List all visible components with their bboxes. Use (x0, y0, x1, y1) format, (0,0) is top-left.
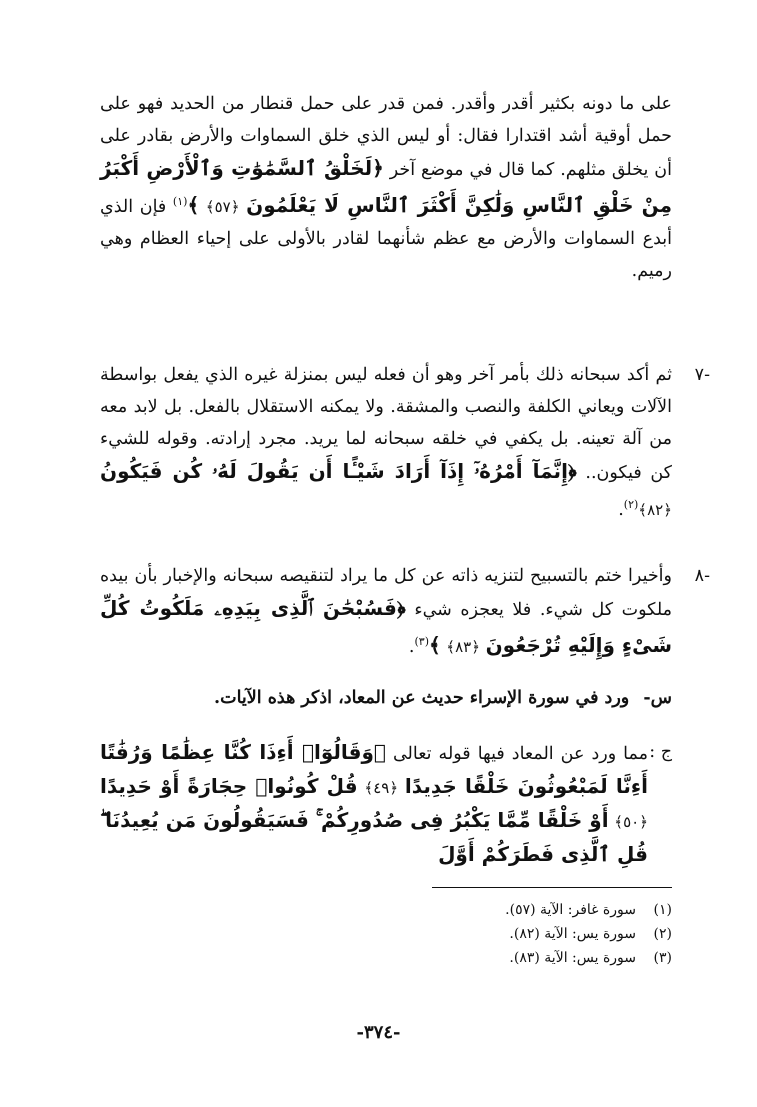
footnote-1 (272, 898, 672, 922)
item-8-text: وأخيرا ختم بالتسبيح لتنزيه ذاته عن كل ما يراد لتنقيصه سبحانه والإخبار بأن بيده ملكوت كل شيء. فلا يعجزه شيء (100, 566, 672, 620)
intro-text-2: فإن الذي أبدع السماوات والأرض مع عظم شأنهما لقادر بالأولى على إحياء العظام وهي رميم. (100, 196, 672, 281)
item-7-end: . (618, 499, 624, 520)
footnote-3-number: (٣) (653, 950, 672, 966)
ayah-number-82: ﴿٨٢﴾ (638, 500, 672, 519)
quran-verse-isra-49: ﴿وَقَالُوٓا۟ أَءِذَا كُنَّا عِظَٰمًا وَرُفَٰتًا أَءِنَّا لَمَبْعُوثُونَ خَلْقًا جَدِيدًا (100, 740, 648, 798)
quran-verse-yasin-82: ﴿إِنَّمَآ أَمْرُهُۥٓ إِذَآ أَرَادَ شَيْـًٔا أَن يَقُولَ لَهُۥ كُن فَيَكُونُ (100, 459, 577, 483)
footnote-2-text: سورة يس: الآية (٨٢). (509, 926, 636, 942)
footnotes (272, 898, 672, 970)
quran-verse-isra-51: أَوْ خَلْقًا مِّمَّا يَكْبُرُ فِى صُدُورِكُمْ ۚ فَسَيَقُولُونَ مَن يُعِيدُنَا ۖ قُلِ ٱلَّذِى فَطَرَكُمْ أَوَّلَ (100, 808, 648, 866)
footnote-ref-1: (١) (172, 195, 188, 208)
item-7 (100, 359, 710, 526)
answer-text: مما ورد عن المعاد فيها قوله تعالى (392, 744, 649, 764)
quran-verse-ghafir-57: ﴿لَخَلْقُ ٱلسَّمَٰوَٰتِ وَٱلْأَرْضِ أَكْبَرُ مِنْ خَلْقِ ٱلنَّاسِ وَلَٰكِنَّ أَكْثَرَ ٱلنَّاسِ لَا يَعْلَمُونَ (100, 156, 672, 217)
footnote-2-number: (٢) (653, 926, 672, 942)
footnote-ref-3: (٣) (414, 635, 429, 648)
footnote-divider (432, 887, 672, 888)
item-7-text: ثم أكد سبحانه ذلك بأمر آخر وهو أن فعله ليس بمنزلة غيره الذي يفعل بواسطة الآلات ويعاني الكلفة والنصب والمشقة. ولا يمكنه الاستقلال بالفعل. بل لابد معه من آلة تعينه. بل يكفي في خلقه سبحانه لما يريد. مجرد إرادته. وقوله للشيء كن فيكون.. (100, 365, 672, 483)
ayah-number-83: ﴿٨٣﴾ (446, 637, 481, 656)
question-label: س- (643, 688, 672, 708)
quran-verse-yasin-83: ﴿فَسُبْحَٰنَ ٱلَّذِى بِيَدِهِۦ مَلَكُوتُ كُلِّ شَىْءٍ وَإِلَيْهِ تُرْجَعُونَ (100, 596, 672, 657)
question (100, 683, 672, 713)
intro-paragraph (100, 88, 672, 287)
item-8 (100, 560, 710, 663)
quran-close-bracket: ﴾ (187, 192, 200, 217)
footnote-1-text: سورة غافر: الآية (٥٧). (505, 902, 636, 918)
item-8-number: -٨ (694, 566, 710, 586)
answer-paragraph (100, 736, 648, 872)
footnote-2 (272, 922, 672, 946)
quran-verse-isra-50: قُلْ كُونُوا۟ حِجَارَةً أَوْ حَدِيدًا (100, 774, 358, 798)
page-number: -٣٧٤- (356, 1022, 401, 1043)
item-7-number: -٧ (694, 365, 710, 385)
footnote-3-text: سورة يس: الآية (٨٣). (509, 950, 636, 966)
item-8-end: . (408, 636, 415, 657)
answer-label: ج : (649, 742, 672, 762)
footnote-3 (272, 946, 672, 970)
intro-text-1: على ما دونه بكثير أقدر وأقدر. فمن قدر على حمل قنطار من الحديد فهو على حمل أوقية أشد اقتدارا فقال: أو ليس الذي خلق السماوات والأرض بقادر على أن يخلق مثلهم. كما قال في موضع آخر (100, 94, 672, 180)
quran-close-bracket-2: ﴾ (429, 632, 441, 657)
ayah-number-57: ﴿٥٧﴾ (205, 197, 240, 216)
question-text: ورد في سورة الإسراء حديث عن المعاد، اذكر هذه الآيات. (214, 688, 630, 708)
footnote-ref-2: (٢) (623, 498, 639, 511)
ayah-number-49: ﴿٤٩﴾ (364, 779, 399, 797)
footnote-1-number: (١) (653, 902, 672, 918)
ayah-number-50: ﴿٥٠﴾ (614, 813, 648, 831)
